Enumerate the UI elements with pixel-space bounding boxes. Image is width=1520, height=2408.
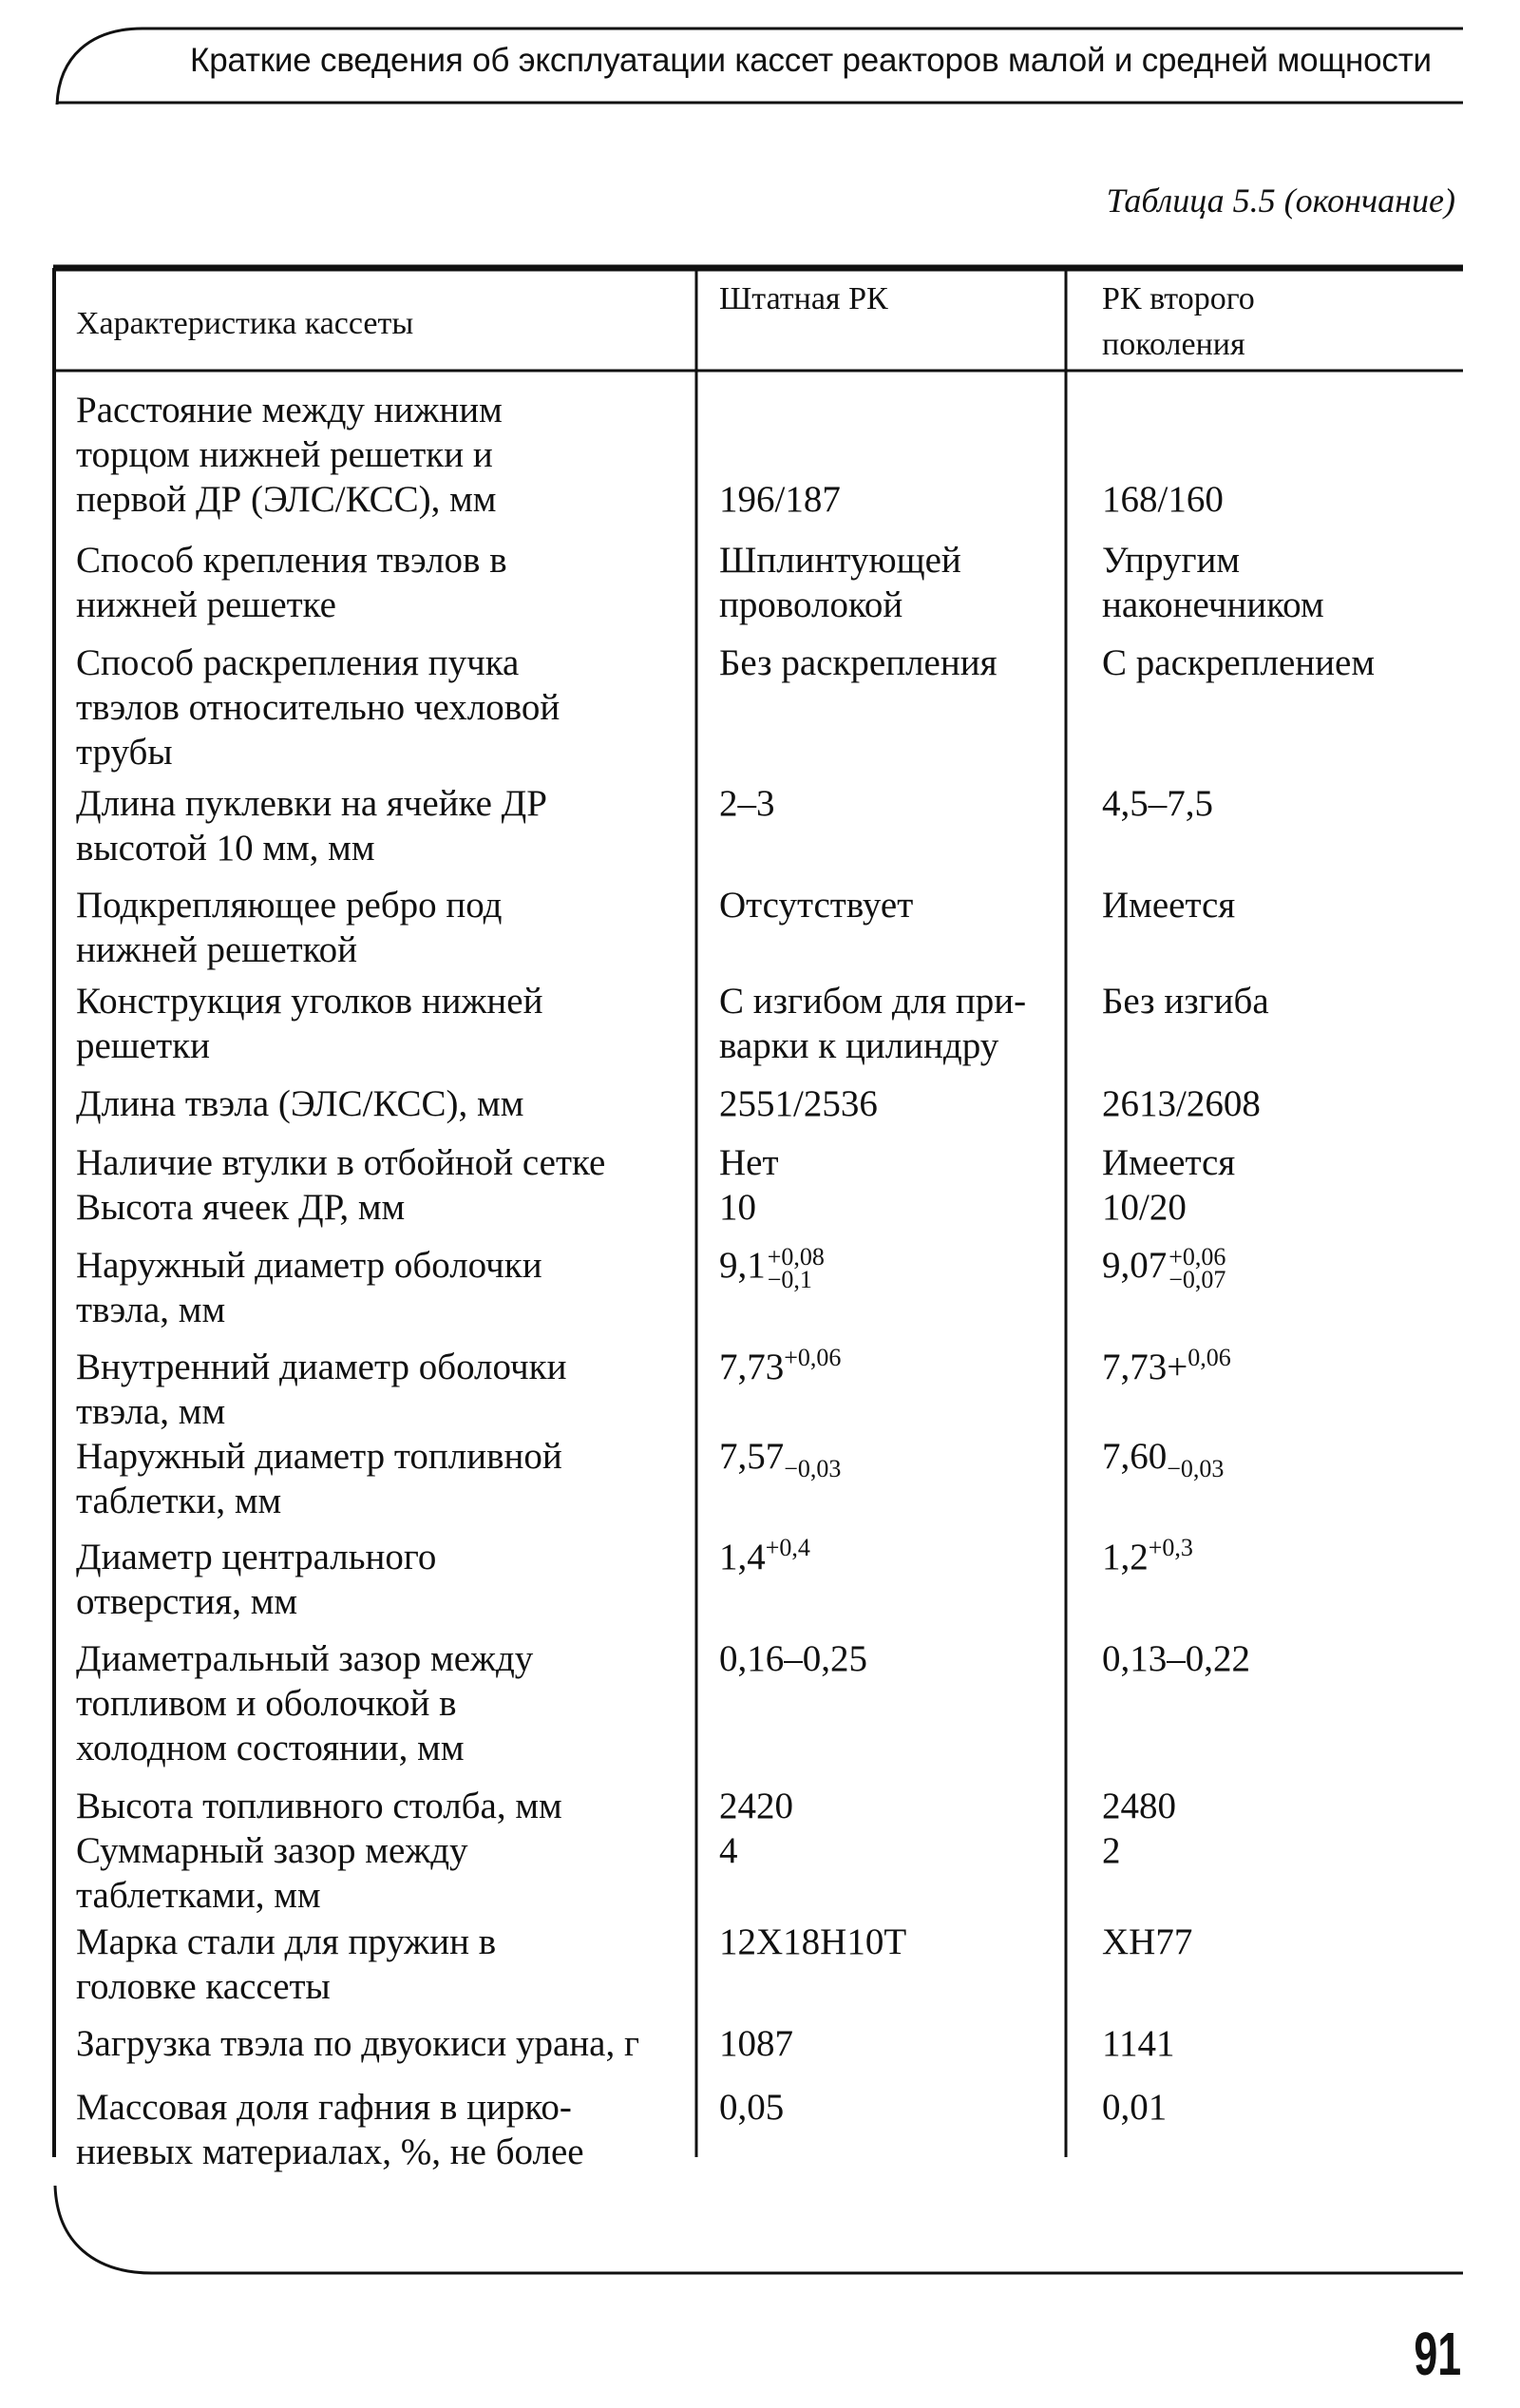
row-11-label-line: таблетки, мм [76,1481,282,1521]
tolerance-upper: +0,08 [767,1243,825,1271]
row-15-gen2-value: 2 [1102,1830,1121,1871]
row-13-label-line: Диаметральный зазор между [76,1638,534,1679]
row-18-label-line: Массовая доля гафния в цирко- [76,2087,572,2128]
row-10-label-line: Внутренний диаметр оболочки [76,1347,567,1387]
column-header-gen2-line1: РК второго [1102,281,1255,316]
row-10-standard-value [719,1345,841,1389]
row-4-label-line: Подкрепляющее ребро под [76,885,503,926]
row-2-standard-value: Без раскрепления [719,642,998,683]
row-14-standard-value: 2420 [719,1786,793,1826]
column-header-standard: Штатная РК [719,281,888,316]
column-header-gen2-line2: поколения [1102,327,1245,362]
row-12-label-line: Диаметр центрального [76,1537,437,1577]
tolerance [1168,1243,1226,1294]
row-11-gen2-value [1102,1434,1225,1482]
value-base: 9,1 [719,1245,766,1286]
row-14-label-line: Высота топливного столба, мм [76,1786,562,1826]
row-0-standard-value: 196/187 [719,479,841,520]
row-5-standard-value: варки к цилиндру [719,1025,999,1066]
tolerance-upper: +0,4 [765,1534,810,1561]
row-0-label-line: торцом нижней решетки и [76,434,493,475]
row-2-label-line: твэлов относительно чехловой [76,687,560,728]
tolerance-upper: +0,06 [784,1344,842,1371]
row-16-label-line: Марка стали для пружин в [76,1921,497,1962]
tolerance-lower: −0,03 [784,1454,842,1482]
row-6-gen2-value: 2613/2608 [1102,1083,1261,1124]
row-5-label-line: Конструкция уголков нижней [76,981,543,1022]
row-3-gen2-value: 4,5–7,5 [1102,783,1213,824]
row-11-standard-value [719,1434,842,1482]
row-2-label-line: Способ раскрепления пучка [76,642,520,683]
row-3-standard-value: 2–3 [719,783,775,824]
row-13-standard-value: 0,16–0,25 [719,1638,867,1679]
row-2-label-line: трубы [76,732,173,773]
row-5-standard-value: С изгибом для при- [719,981,1027,1022]
running-title: Краткие сведения об эксплуатации кассет реакторов малой и средней мощности [190,42,1432,79]
row-15-label-line: Суммарный зазор между [76,1830,468,1871]
row-2-gen2-value: С раскреплением [1102,642,1376,683]
row-15-standard-value: 4 [719,1830,738,1871]
row-17-standard-value: 1087 [719,2023,793,2064]
row-5-label-line: решетки [76,1025,211,1066]
row-17-gen2-value: 1141 [1102,2023,1175,2064]
row-7-gen2-value: Имеется [1102,1142,1236,1183]
row-1-standard-value: Шплинтующей [719,540,961,581]
row-12-gen2-value [1102,1535,1193,1579]
tolerance-upper: +0,3 [1148,1534,1193,1561]
tolerance [767,1243,825,1294]
row-6-label-line: Длина твэла (ЭЛС/КСС), мм [76,1083,524,1124]
value-base: 7,60 [1102,1436,1168,1477]
row-17-label-line: Загрузка твэла по двуокиси урана, г [76,2023,639,2064]
row-1-label-line: Способ крепления твэлов в [76,540,507,581]
row-0-label-line: Расстояние между нижним [76,390,503,430]
value-base: 1,4 [719,1537,766,1577]
value-base: 7,73 [719,1347,785,1387]
row-12-label-line: отверстия, мм [76,1581,298,1622]
row-18-gen2-value: 0,01 [1102,2087,1168,2128]
row-8-label-line: Высота ячеек ДР, мм [76,1187,406,1228]
footer-curve [55,2186,1463,2273]
row-10-label-line: твэла, мм [76,1391,226,1432]
row-16-standard-value: 12Х18Н10Т [719,1921,907,1962]
row-0-label-line: первой ДР (ЭЛС/КСС), мм [76,479,497,520]
tolerance-lower: −0,1 [767,1266,812,1294]
row-15-label-line: таблетками, мм [76,1875,321,1916]
row-13-gen2-value: 0,13–0,22 [1102,1638,1250,1679]
row-14-gen2-value: 2480 [1102,1786,1176,1826]
row-4-gen2-value: Имеется [1102,885,1236,926]
row-9-gen2-value [1102,1243,1226,1294]
tolerance-upper: 0,06 [1188,1344,1231,1371]
row-5-gen2-value: Без изгиба [1102,981,1269,1022]
row-1-label-line: нижней решетке [76,584,336,625]
row-9-label-line: твэла, мм [76,1290,226,1330]
row-8-standard-value: 10 [719,1187,756,1228]
row-12-standard-value [719,1535,810,1579]
row-1-gen2-value: наконечником [1102,584,1324,625]
row-10-gen2-value [1102,1345,1231,1389]
row-13-label-line: холодном состоянии, мм [76,1728,465,1768]
tolerance-lower: −0,07 [1168,1266,1226,1294]
tolerance-upper: +0,06 [1168,1243,1226,1271]
row-4-label-line: нижней решеткой [76,929,358,970]
row-8-gen2-value: 10/20 [1102,1187,1187,1228]
value-base: 1,2 [1102,1537,1149,1577]
tolerance-lower: −0,03 [1167,1454,1225,1482]
row-1-gen2-value: Упругим [1102,540,1241,581]
row-3-label-line: высотой 10 мм, мм [76,828,375,869]
column-header-characteristic: Характеристика кассеты [76,306,414,341]
row-0-gen2-value: 168/160 [1102,479,1224,520]
row-6-standard-value: 2551/2536 [719,1083,878,1124]
table-caption: Таблица 5.5 (окончание) [1106,182,1455,220]
value-base: 9,07 [1102,1245,1168,1286]
row-18-standard-value: 0,05 [719,2087,785,2128]
row-9-standard-value [719,1243,825,1294]
page-number: 91 [1414,2320,1461,2388]
row-7-standard-value: Нет [719,1142,779,1183]
row-18-label-line: ниевых материалах, %, не более [76,2131,584,2172]
row-9-label-line: Наружный диаметр оболочки [76,1245,542,1286]
row-13-label-line: топливом и оболочкой в [76,1683,457,1724]
row-16-label-line: головке кассеты [76,1966,331,2007]
row-3-label-line: Длина пуклевки на ячейке ДР [76,783,547,824]
row-1-standard-value: проволокой [719,584,903,625]
row-11-label-line: Наружный диаметр топливной [76,1436,562,1477]
row-4-standard-value: Отсутствует [719,885,914,926]
row-16-gen2-value: ХН77 [1102,1921,1193,1962]
value-base: 7,73+ [1102,1347,1188,1387]
value-base: 7,57 [719,1436,785,1477]
row-7-label-line: Наличие втулки в отбойной сетке [76,1142,606,1183]
